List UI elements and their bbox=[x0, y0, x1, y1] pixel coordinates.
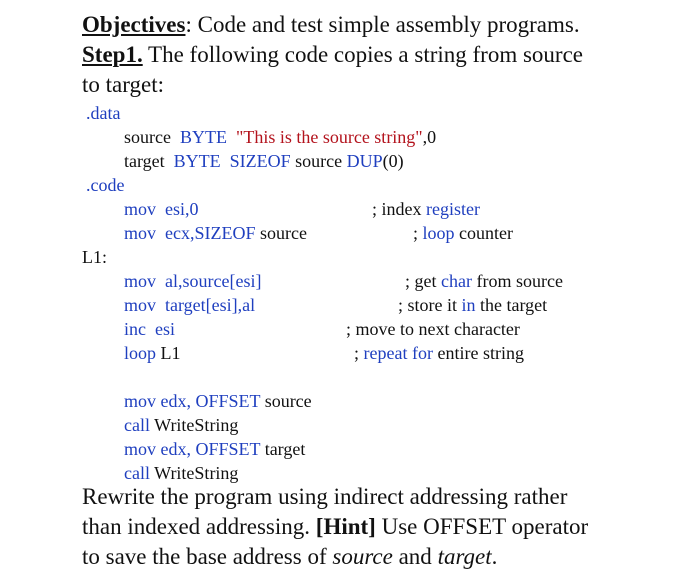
code-line-7 bbox=[124, 391, 312, 412]
comment-keyword: loop bbox=[422, 223, 455, 243]
code-line-9 bbox=[124, 439, 305, 460]
step1-text: The following code copies a string from source bbox=[142, 42, 583, 67]
code-line-10 bbox=[124, 463, 238, 484]
target-dup: DUP bbox=[346, 151, 383, 171]
comment-text: counter bbox=[454, 223, 514, 243]
task-emphasis-source: source bbox=[332, 544, 393, 569]
operand: al,source[esi] bbox=[165, 271, 262, 291]
code-line-5: inc esi bbox=[124, 319, 175, 339]
step1-label: Step1. bbox=[82, 42, 143, 67]
objectives-label: Objectives bbox=[82, 12, 186, 37]
code-directive: .code bbox=[86, 175, 125, 195]
target-name: target bbox=[124, 151, 165, 171]
comment-keyword: register bbox=[426, 199, 480, 219]
task-line-2 bbox=[82, 514, 588, 540]
target-declaration bbox=[124, 151, 404, 172]
operand: L1 bbox=[160, 343, 181, 363]
step1-line bbox=[82, 42, 583, 68]
comment-text: the target bbox=[475, 295, 548, 315]
instr-mov: mov bbox=[124, 199, 157, 219]
code-line-6 bbox=[124, 343, 181, 364]
task-text: to save the base address of bbox=[82, 544, 333, 569]
task-text: Use OFFSET operator bbox=[375, 514, 589, 539]
comment-text: from source bbox=[471, 271, 563, 291]
instr-call: call bbox=[124, 463, 150, 483]
hint-label: [Hint] bbox=[315, 514, 376, 539]
comment-text: ; store it bbox=[398, 295, 462, 315]
comment-4 bbox=[398, 295, 547, 316]
comment-5: ; move to next character bbox=[346, 319, 520, 339]
operand: source bbox=[264, 391, 312, 411]
comment-text: ; bbox=[354, 343, 364, 363]
instr-call: call bbox=[124, 415, 150, 435]
source-type: BYTE bbox=[179, 127, 227, 147]
comment-text: ; index bbox=[372, 199, 422, 219]
operand: esi,0 bbox=[165, 199, 199, 219]
source-name: source bbox=[124, 127, 171, 147]
task-line-3 bbox=[82, 544, 497, 570]
code-line-8 bbox=[124, 415, 238, 436]
target-source-ref: source bbox=[295, 151, 343, 171]
objectives-line bbox=[82, 12, 580, 38]
task-text: and bbox=[392, 544, 438, 569]
source-terminator: ,0 bbox=[422, 127, 437, 147]
task-text: than indexed addressing. bbox=[82, 514, 316, 539]
comment-3 bbox=[405, 271, 563, 292]
instr-loop: loop bbox=[124, 343, 157, 363]
instr-mov: mov bbox=[124, 271, 157, 291]
target-dup-arg: (0) bbox=[382, 151, 404, 171]
instr-mov: mov edx, OFFSET bbox=[124, 391, 261, 411]
task-emphasis-target: target bbox=[437, 544, 492, 569]
step1-text-2: to target: bbox=[82, 72, 164, 97]
step1-line-2 bbox=[82, 72, 164, 98]
comment-text: ; get bbox=[405, 271, 441, 291]
comment-keyword: char bbox=[441, 271, 472, 291]
instr-mov: mov edx, OFFSET bbox=[124, 439, 261, 459]
task-text: . bbox=[491, 544, 498, 569]
operand: WriteString bbox=[154, 415, 239, 435]
comment-keyword: in bbox=[461, 295, 476, 315]
comment-2 bbox=[413, 223, 513, 244]
comment-6 bbox=[354, 343, 524, 364]
operand: ecx,SIZEOF bbox=[165, 223, 256, 243]
instr-mov: mov bbox=[124, 295, 157, 315]
target-keywords: BYTE SIZEOF bbox=[173, 151, 291, 171]
operand: WriteString bbox=[154, 463, 239, 483]
operand: target[esi],al bbox=[165, 295, 256, 315]
source-string: "This is the source string" bbox=[235, 127, 423, 147]
source-declaration bbox=[124, 127, 436, 148]
objectives-text: : Code and test simple assembly programs. bbox=[185, 12, 580, 37]
operand: target bbox=[264, 439, 306, 459]
operand-rest: source bbox=[260, 223, 307, 243]
comment-text: ; bbox=[413, 223, 423, 243]
data-directive: .data bbox=[86, 103, 121, 123]
task-line-1: Rewrite the program using indirect addressing rather bbox=[82, 484, 568, 509]
comment-1 bbox=[372, 199, 480, 220]
code-line-3 bbox=[124, 271, 261, 292]
code-line-1 bbox=[124, 199, 199, 220]
comment-keyword: repeat for bbox=[363, 343, 433, 363]
code-line-2 bbox=[124, 223, 307, 244]
comment-text: entire string bbox=[432, 343, 524, 363]
label-l1: L1: bbox=[82, 247, 107, 267]
code-line-4 bbox=[124, 295, 255, 316]
instr-mov: mov bbox=[124, 223, 157, 243]
